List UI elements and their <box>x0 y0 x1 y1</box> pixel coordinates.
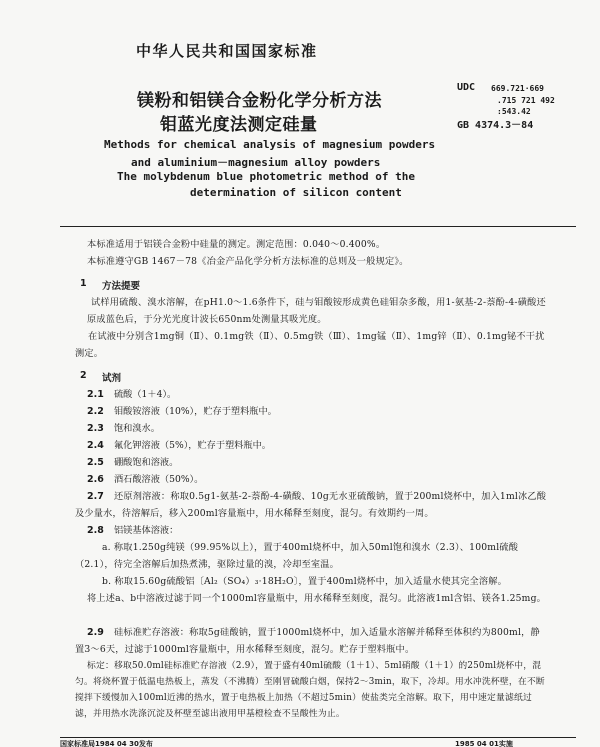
item-2-4-text: 氟化钾溶液（5%），贮存于塑料瓶中。 <box>114 440 271 451</box>
effective-date: 1985 04 01实施 <box>455 740 513 747</box>
chinese-title-line1: 镁粉和铝镁合金粉化学分析方法 <box>137 91 382 111</box>
item-2-2-text: 钼酸铵溶液（10%），贮存于塑料瓶中。 <box>114 406 277 417</box>
item-2-9-calibration: 标定：移取50.0ml硅标准贮存溶液（2.9），置于盛有40ml硫酸（1＋1）、5ml硝酸（1＋1）的250ml烧杯中，混匀。将烧杯置于低温电热板上，蒸发（不沸腾）至刚冒硫酸白烟，保持2～3min，取下，冷却。用水冲洗杯壁，在不断搅拌下缓慢加入100ml近沸的热水，置于电热板上加热（不超过5min）使盐类完全溶解。取下，用中速定量滤纸过滤，并用热水洗涤沉淀及杯壁至滤出液用甲基橙检查不呈酸性为止。 <box>75 661 545 719</box>
udc-code-line1: 669.721·669 <box>491 84 544 93</box>
section2-title: 试剂 <box>102 373 122 384</box>
intro-scope: 本标准适用于铝镁合金粉中硅量的测定。测定范围：0.040～0.400%。 <box>87 239 386 250</box>
footer-divider <box>60 737 576 738</box>
item-2-7-number: 2.7 <box>87 491 104 502</box>
gb-number: GB 4374.3－84 <box>457 120 534 131</box>
udc-code-line2: .715 721 492 <box>497 96 555 105</box>
english-title-line1: Methods for chemical analysis of magnesium powders <box>104 138 436 151</box>
udc-code-line3: :543.42 <box>497 107 531 116</box>
item-2-3-text: 饱和溴水。 <box>114 423 160 434</box>
item-2-8-a: a. 称取1.250g纯镁（99.95%以上），置于400ml烧杯中，加入50ml饱和溴水（2.3）、100ml硫酸（2.1），待完全溶解后加热煮沸，驱除过量的溴，冷却至室温。 <box>75 542 519 570</box>
chinese-title-line2: 钼蓝光度法测定硅量 <box>160 115 318 135</box>
item-2-7-text: 还原剂溶液：称取0.5g1-氨基-2-萘酚-4-磺酸、10g无水亚硫酸钠，置于200ml烧杯中，加入1ml冰乙酸及少量水，待溶解后，移入200ml容量瓶中，用水稀释至刻度，混匀。有效期约一周。 <box>75 491 547 519</box>
item-2-8-text: 铝镁基体溶液： <box>114 525 179 536</box>
item-2-6-number: 2.6 <box>87 474 104 485</box>
english-title-line4: determination of silicon content <box>190 186 402 199</box>
intro-reference: 本标准遵守GB 1467－78《冶金产品化学分析方法标准的总则及一般规定》。 <box>87 256 409 267</box>
issued-date: 国家标准局1984 04 30发布 <box>60 740 153 747</box>
item-2-5-text: 硼酸饱和溶液。 <box>114 457 179 468</box>
item-2-9-text: 硅标准贮存溶液：称取5g硅酸钠，置于1000ml烧杯中，加入适量水溶解并稀释至体积约为800ml，静置3～6天，过滤于1000ml容量瓶中，用水稀释至刻度，混匀。贮存于塑料瓶中。 <box>75 627 540 655</box>
section1-number: 1 <box>80 278 87 289</box>
section2-number: 2 <box>80 370 87 381</box>
item-2-8-b: b. 称取15.60g硫酸铝〔Al₂（SO₄）₃·18H₂O〕，置于400ml烧杯中，加入适量水使其完全溶解。 <box>102 576 508 587</box>
english-title-line2: and aluminium－magnesium alloy powders <box>131 156 381 169</box>
section1-title: 方法提要 <box>102 281 141 292</box>
item-2-1-text: 硫酸（1＋4）。 <box>114 389 177 400</box>
item-2-8-note: 将上述a、b中溶液过滤于同一个1000ml容量瓶中，用水稀释至刻度，混匀。此溶液1ml含铝、镁各1.25mg。 <box>87 593 547 604</box>
section1-principle: 试样用硫酸、溴水溶解，在pH1.0～1.6条件下，硅与钼酸铵形成黄色硅钼杂多酸，用1-氨基-2-萘酚-4-磺酸还原成蓝色后，于分光光度计波长650nm处测量其吸光度。 <box>87 297 546 325</box>
item-2-3-number: 2.3 <box>87 423 104 434</box>
item-2-8-number: 2.8 <box>87 525 104 536</box>
item-2-4-number: 2.4 <box>87 440 104 451</box>
national-standard-label: 中华人民共和国国家标准 <box>136 42 318 60</box>
item-2-9-number: 2.9 <box>87 627 104 638</box>
item-2-1-number: 2.1 <box>87 389 104 400</box>
udc-label: UDC <box>457 82 476 93</box>
section1-interference: 在试液中分别含1mg铜（Ⅱ）、0.1mg铁（Ⅱ）、0.5mg铁（Ⅲ）、1mg锰（Ⅱ）、1mg锌（Ⅱ）、0.1mg铋不干扰测定。 <box>75 331 545 359</box>
english-title-line3: The molybdenum blue photometric method of the <box>117 170 416 183</box>
item-2-2-number: 2.2 <box>87 406 104 417</box>
header-divider <box>60 226 576 227</box>
item-2-5-number: 2.5 <box>87 457 104 468</box>
item-2-6-text: 酒石酸溶液（50%）。 <box>114 474 204 485</box>
